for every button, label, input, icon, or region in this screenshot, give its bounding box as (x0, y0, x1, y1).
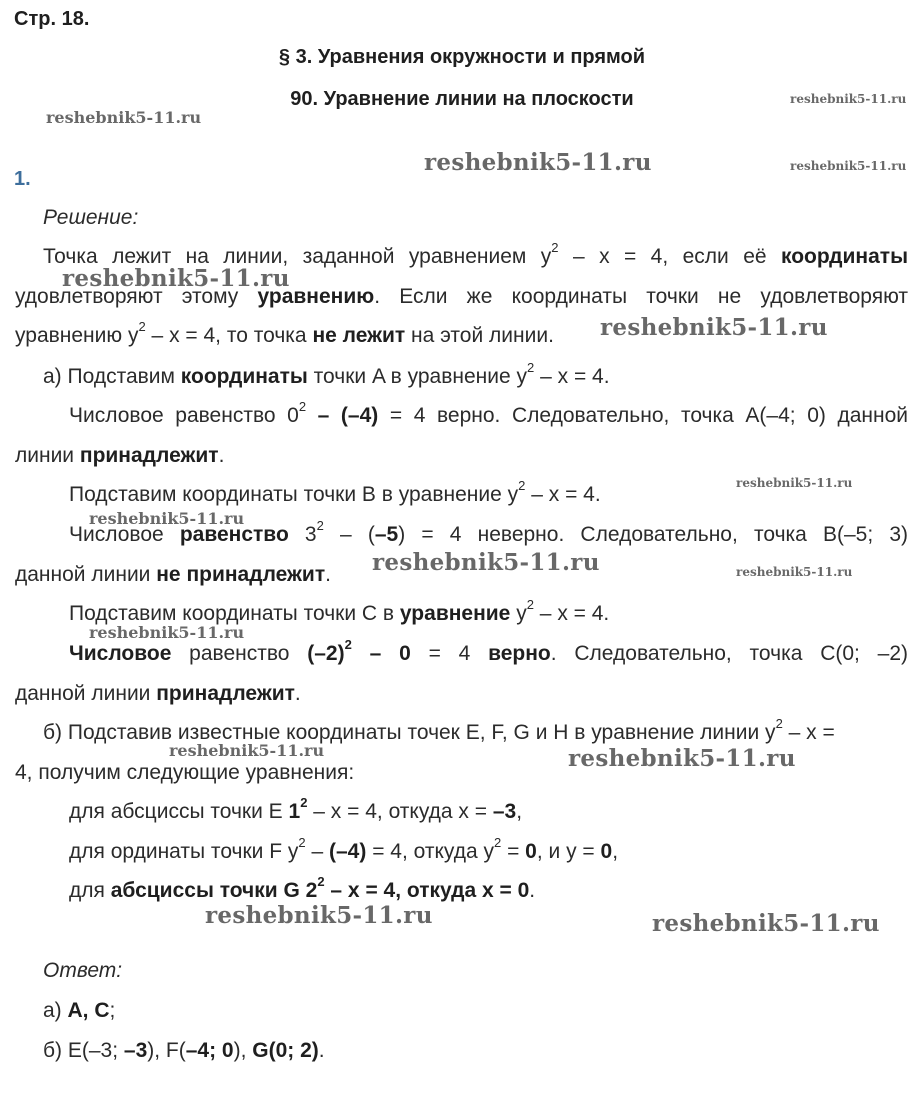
watermark: reshebnik5-11.ru (568, 745, 796, 772)
page-label: Стр. 18. (14, 8, 90, 30)
task-number: 1. (14, 168, 31, 190)
equation-f: для ординаты точки F $y^2 - (-4) = 4$, откуда $y^2 = 0$, и y = 0, (69, 835, 619, 863)
part-b-line-1: б) Подставив известные координаты точек E, F, G и H в уравнение линии $y^2$ – x = (43, 716, 835, 744)
intro-line-2: удовлетворяют этому уравнению. Если же координаты точки не удовлетворяют (15, 285, 908, 308)
watermark: reshebnik5-11.ru (790, 92, 907, 106)
answer-a: а) A, C; (43, 999, 116, 1022)
watermark: reshebnik5-11.ru (790, 159, 907, 173)
answer-b: б) E(–3; –3), F(–4; 0), G(0; 2). (43, 1039, 325, 1062)
part-a-line-3: линии принадлежит. (15, 444, 225, 467)
section-title: § 3. Уравнения окружности и прямой (278, 46, 646, 68)
watermark: reshebnik5-11.ru (424, 149, 652, 176)
watermark: reshebnik5-11.ru (89, 623, 245, 642)
watermark: reshebnik5-11.ru (736, 565, 853, 579)
part-a-line-5: Числовое равенство $3^2 - (-5) = 4$ неверно. Следовательно, точка B(–5; 3) (69, 518, 909, 546)
intro-line-1: Точка лежит на линии, заданной уравнением $y^2 - x = 4$, если её координаты (43, 240, 908, 268)
part-b-line-2: 4, получим следующие уравнения: (15, 761, 355, 784)
watermark: reshebnik5-11.ru (46, 108, 202, 127)
equation-g: для абсциссы точки G $2^2 - x = 4$, откуда x = 0. (69, 874, 536, 902)
watermark: reshebnik5-11.ru (205, 902, 433, 929)
watermark: reshebnik5-11.ru (736, 476, 853, 490)
watermark: reshebnik5-11.ru (600, 314, 828, 341)
intro-line-3: уравнению $y^2 - x = 4$, то точка не лежит на этой линии. (15, 319, 554, 347)
part-a-line-2: Числовое равенство $0^2 - (-4) = 4$ верно. Следовательно, точка A(–4; 0) данной (69, 399, 908, 427)
part-a-line-4: Подставим координаты точки B в уравнение $y^2 - x = 4$. (69, 478, 601, 506)
answer-heading: Ответ: (43, 959, 123, 982)
topic-title: 90. Уравнение линии на плоскости (290, 88, 634, 110)
watermark: reshebnik5-11.ru (372, 549, 600, 576)
watermark: reshebnik5-11.ru (169, 741, 325, 760)
solution-heading: Решение: (43, 206, 139, 229)
part-a-line-1: а) Подставим координаты точки A в уравнение $y^2 - x = 4$. (43, 360, 610, 388)
equation-e: для абсциссы точки E $1^2 - x = 4$, откуда x = –3, (69, 795, 523, 823)
part-a-line-7: Подставим координаты точки C в уравнение $y^2 - x = 4$. (69, 597, 610, 625)
part-a-line-9: данной линии принадлежит. (15, 682, 301, 705)
watermark: reshebnik5-11.ru (652, 910, 880, 937)
watermark: reshebnik5-11.ru (89, 509, 245, 528)
part-a-line-6: данной линии не принадлежит. (15, 563, 331, 586)
watermark: reshebnik5-11.ru (62, 265, 290, 292)
part-a-line-8: Числовое равенство $(-2)^2 - 0 = 4$ верно. Следовательно, точка C(0; –2) (69, 637, 908, 665)
